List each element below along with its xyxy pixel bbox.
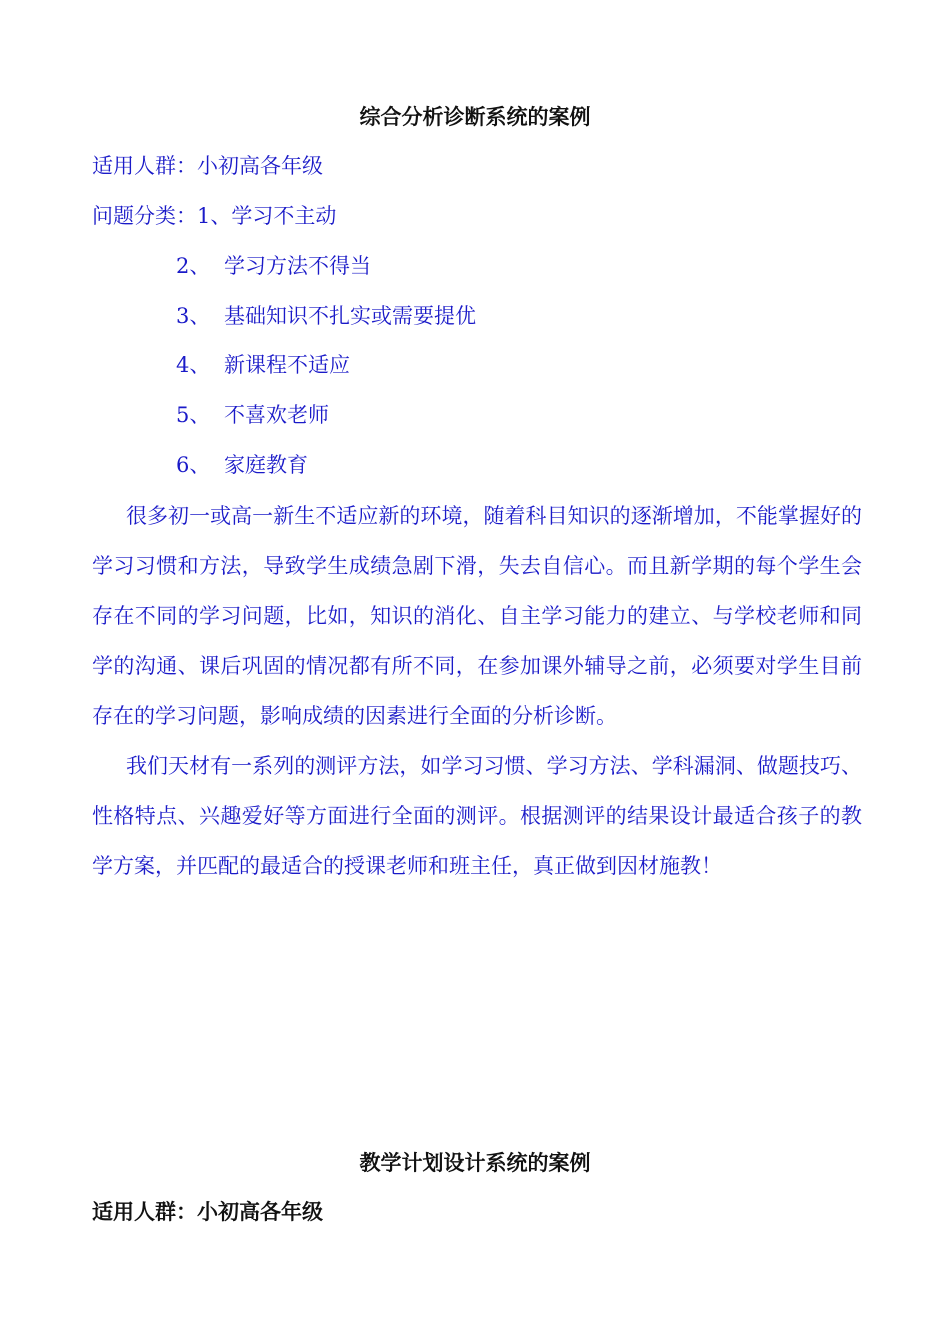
problem-item [176,350,350,380]
problem-number: 5、 [176,403,211,427]
problem-text: 学习不主动 [231,204,337,228]
problem-item [176,400,329,430]
problem-text: 不喜欢老师 [224,403,329,427]
problem-text: 新课程不适应 [224,353,350,377]
problem-number: 1、 [197,204,232,228]
paragraph-assessment: 我们天材有一系列的测评方法，如学习习惯、学习方法、学科漏洞、做题技巧、性格特点、兴趣爱好等方面进行全面的测评。根据测评的结果设计最适合孩子的教学方案，并匹配的最适合的授课老师和班主任，真正做到因材施教！ [92,754,862,878]
problem-text: 学习方法不得当 [224,254,371,278]
problem-number: 2、 [176,254,211,278]
problem-category-line-1 [92,201,336,231]
paragraph-diagnosis: 很多初一或高一新生不适应新的环境，随着科目知识的逐渐增加，不能掌握好的学习习惯和方法，导致学生成绩急剧下滑，失去自信心。而且新学期的每个学生会存在不同的学习问题，比如，知识的消化、自主学习能力的建立、与学校老师和同学的沟通、课后巩固的情况都有所不同，在参加课外辅导之前，必须要对学生目前存在的学习问题，影响成绩的因素进行全面的分析诊断。 [92,504,862,728]
problem-category-prefix: 问题分类： [92,204,197,228]
section1-audience: 适用人群：小初高各年级 [92,154,323,178]
problem-text: 家庭教育 [224,453,308,477]
problem-item [176,450,308,480]
section2-title: 教学计划设计系统的案例 [359,1150,591,1175]
section2-audience: 适用人群：小初高各年级 [92,1199,323,1224]
problem-text: 基础知识不扎实或需要提优 [224,304,476,328]
problem-number: 4、 [176,353,211,377]
problem-item [176,251,371,281]
section1-title: 综合分析诊断系统的案例 [359,104,591,129]
problem-number: 3、 [176,304,211,328]
problem-item [176,301,476,331]
problem-number: 6、 [176,453,211,477]
